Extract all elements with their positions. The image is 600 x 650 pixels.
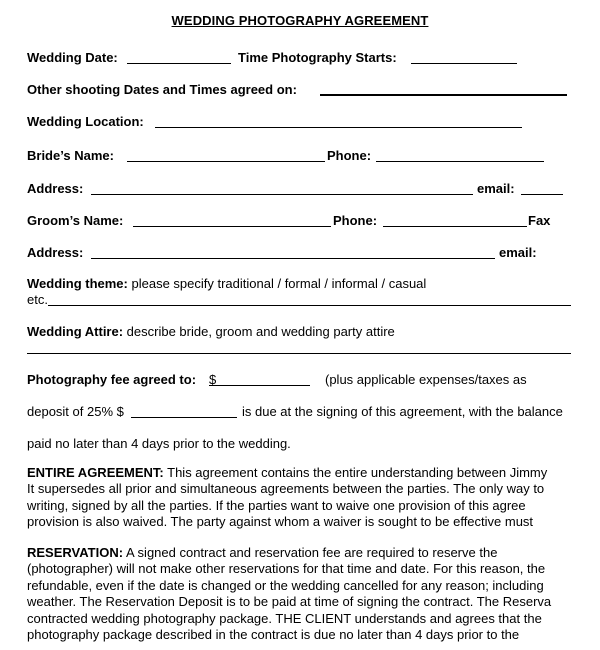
fee-label: Photography fee agreed to: (27, 372, 197, 387)
bride-email-label: email: (477, 181, 515, 196)
location-label: Wedding Location: (27, 114, 144, 129)
reservation-line: photography package described in the contract is due no later than 4 days prior to the (27, 626, 520, 642)
theme-field[interactable] (48, 305, 571, 306)
time-starts-field[interactable] (411, 63, 517, 64)
reservation-paragraph (27, 545, 551, 643)
entire-agreement-line: writing, signed by all the parties. If the parties want to waive one provision of this agree (27, 497, 526, 513)
document-title: WEDDING PHOTOGRAPHY AGREEMENT (171, 13, 429, 28)
reservation-line: contracted wedding photography package. THE CLIENT understands and agrees that the (27, 610, 542, 626)
other-dates-label: Other shooting Dates and Times agreed on: (27, 82, 297, 97)
time-starts-label: Time Photography Starts: (238, 50, 397, 65)
theme-label: Wedding theme: (27, 276, 128, 291)
deposit-prefix: deposit of 25% $ (27, 404, 124, 419)
fee-field[interactable] (209, 385, 310, 386)
theme-etc: etc. (27, 292, 48, 307)
theme-description: please specify traditional / formal / informal / casual (131, 276, 427, 291)
theme-line (27, 276, 426, 291)
balance-text: paid no later than 4 days prior to the wedding. (27, 436, 291, 451)
bride-phone-field[interactable] (376, 161, 544, 162)
bride-address-label: Address: (27, 181, 84, 196)
entire-agreement-line: provision is also waived. The party against whom a waiver is sought to be effective must (27, 514, 534, 530)
entire-agreement-line: It supersedes all prior and simultaneous agreements between the parties. The only way to (27, 481, 545, 497)
bride-phone-label: Phone: (327, 148, 372, 163)
groom-address-field[interactable] (91, 258, 495, 259)
wedding-date-field[interactable] (127, 63, 231, 64)
reservation-heading: RESERVATION: (27, 545, 124, 560)
bride-name-field[interactable] (127, 161, 325, 162)
fee-note: (plus applicable expenses/taxes as (325, 372, 527, 387)
groom-phone-field[interactable] (383, 226, 527, 227)
wedding-date-label: Wedding Date: (27, 50, 118, 65)
bride-email-field[interactable] (521, 194, 563, 195)
reservation-line: (photographer) will not make other reservations for that time and date. For this reason, the (27, 561, 546, 577)
groom-name-field[interactable] (133, 226, 331, 227)
groom-name-label: Groom’s Name: (27, 213, 124, 228)
bride-name-label: Bride’s Name: (27, 148, 114, 163)
entire-agreement-line: ENTIRE AGREEMENT: This agreement contains the entire understanding between Jimmy (27, 465, 548, 480)
deposit-field[interactable] (131, 417, 237, 418)
attire-label: Wedding Attire: (27, 324, 124, 339)
reservation-line: refundable, even if the date is changed or the wedding cancelled for any reason; including (27, 577, 544, 593)
attire-field[interactable] (27, 353, 571, 354)
groom-fax-label: Fax (528, 213, 551, 228)
attire-description: describe bride, groom and wedding party attire (126, 324, 395, 339)
entire-agreement-heading: ENTIRE AGREEMENT: (27, 465, 164, 480)
entire-agreement-paragraph (27, 465, 547, 531)
bride-address-field[interactable] (91, 194, 473, 195)
reservation-line: RESERVATION: A signed contract and reservation fee are required to reserve the (27, 545, 498, 560)
other-dates-field[interactable] (320, 94, 567, 96)
groom-phone-label: Phone: (333, 213, 378, 228)
reservation-line: weather. The Reservation Deposit is to be paid at time of signing the contract. The Reserva (27, 594, 552, 610)
location-field[interactable] (155, 127, 522, 128)
groom-address-label: Address: (27, 245, 84, 260)
attire-line (27, 324, 395, 339)
fee-dollar: $ (209, 372, 217, 387)
groom-email-label: email: (499, 245, 537, 260)
deposit-suffix: is due at the signing of this agreement, with the balance (242, 404, 563, 419)
